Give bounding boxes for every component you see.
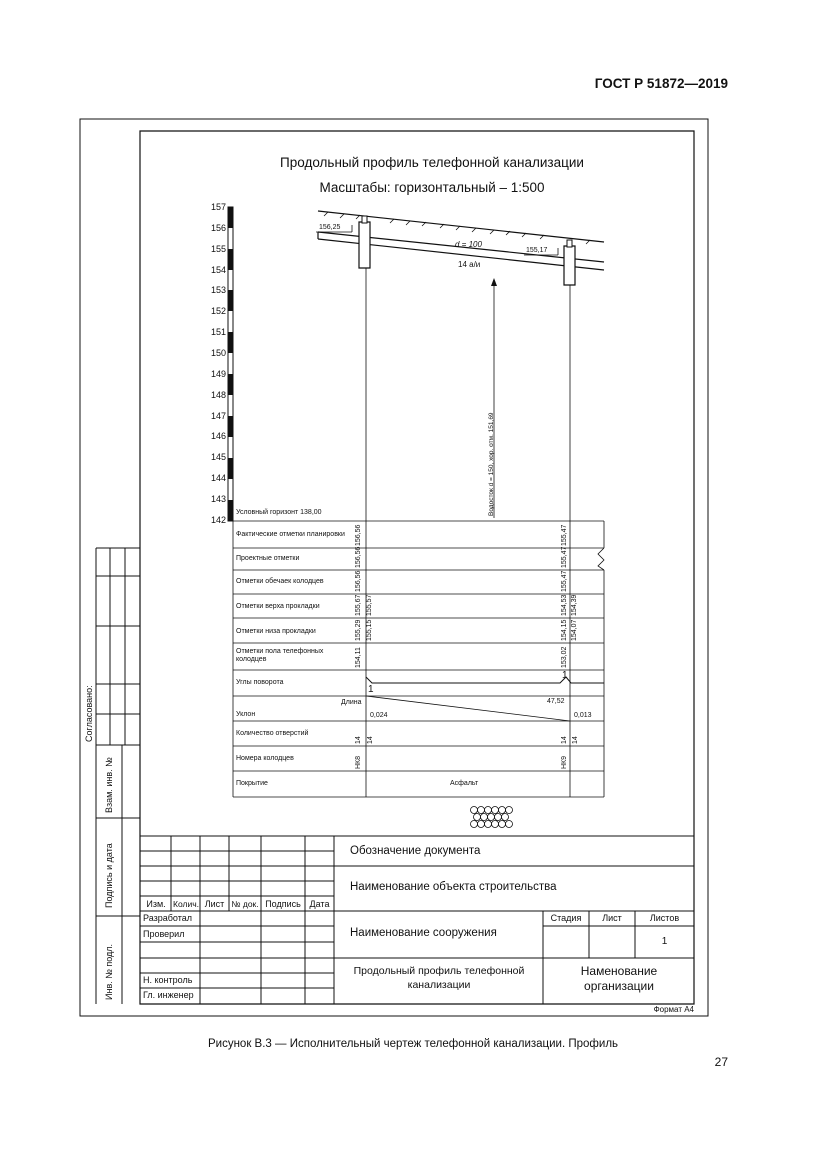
cell-value: 155,47 — [561, 570, 568, 592]
page-number: 27 — [714, 1055, 728, 1069]
cell-value: 154,15 — [561, 619, 568, 641]
cell-value: НК8 — [355, 755, 362, 769]
scale-label: 152 — [210, 306, 226, 316]
inv-orig-label: Инв. № подл. — [104, 943, 114, 1000]
cell-value: 14 — [367, 736, 374, 744]
scale-label: 150 — [210, 348, 226, 358]
cell-value: 154,11 — [355, 647, 362, 668]
agreed-label: Согласовано: — [84, 685, 94, 742]
scale-label: 154 — [210, 265, 226, 275]
cell-value: 14 — [561, 736, 568, 744]
scale-label: 153 — [210, 285, 226, 295]
tb-role: Н. контроль — [143, 975, 193, 985]
row-label: Уклон — [236, 711, 256, 718]
turn-angle-right: 1 — [562, 670, 568, 681]
tb-col-header: Лист — [204, 899, 225, 909]
sheet-label: Лист — [602, 913, 622, 923]
cell-value: 153,02 — [561, 646, 568, 668]
cell-value: 155,29 — [355, 619, 362, 641]
drawing-title: Продольный профиль телефонной канализации — [280, 155, 584, 170]
format-label: Формат А4 — [653, 1005, 694, 1014]
scale-label: 142 — [210, 515, 226, 525]
scale-label: 144 — [210, 473, 226, 483]
scale-label: 147 — [210, 411, 226, 421]
tb-col-header: Изм. — [146, 899, 166, 909]
pipe-note: 14 а/и — [458, 260, 481, 269]
row-label: Отметки низа прокладки — [236, 628, 316, 635]
scale-label: 145 — [210, 452, 226, 462]
cell-value: 155,15 — [366, 619, 373, 641]
row-label: Отметки верха прокладки — [236, 603, 320, 610]
tb-role: Разработал — [143, 913, 192, 923]
scale-label: 143 — [210, 494, 226, 504]
scale-label: 155 — [210, 244, 226, 254]
water-pipe-note: Водосток d = 150, хор. отм. 151,69 — [488, 412, 495, 516]
scale-label: 157 — [210, 202, 226, 212]
pipe-diameter: d = 100 — [455, 240, 482, 249]
cell-value: 14 — [355, 736, 362, 744]
figure-caption: Рисунок В.3 — Исполнительный чертеж телефонной канализации. Профиль — [207, 1038, 619, 1050]
cell-value: 154,07 — [571, 619, 578, 641]
cell-value: 154,53 — [561, 594, 568, 616]
tb-role: Проверил — [143, 929, 185, 939]
cell-value: 155,67 — [355, 594, 362, 616]
well2-mark: 155,17 — [526, 247, 548, 254]
row-label: Фактические отметки планировки — [236, 531, 345, 538]
turn-angle-left: 1 — [368, 684, 374, 695]
condition-horizon: Условный горизонт 138,00 — [236, 509, 322, 516]
slope-right: 0,013 — [574, 712, 592, 719]
tb-col-header: Дата — [309, 899, 330, 909]
cell-value: 156,56 — [355, 524, 362, 546]
scale-label: 146 — [210, 431, 226, 441]
row-label: Углы поворота — [236, 679, 284, 686]
scale-label: 156 — [210, 223, 226, 233]
scale-label: 151 — [210, 327, 226, 337]
length-label: Длина — [341, 699, 362, 706]
row-label: Проектные отметки — [236, 555, 300, 562]
cell-value: 155,47 — [561, 546, 568, 568]
tb-col-header: № док. — [231, 899, 259, 909]
sheets-value: 1 — [661, 936, 668, 947]
cell-value: 156,56 — [355, 570, 362, 592]
length-value: 47,52 — [547, 698, 565, 705]
well1-mark: 156,25 — [319, 224, 341, 231]
standard-header: ГОСТ Р 51872—2019 — [594, 76, 728, 91]
slope-left: 0,024 — [370, 712, 388, 719]
cell-value: 155,57 — [366, 594, 373, 616]
row-label: Отметки обечаек колодцев — [236, 578, 324, 585]
row-label: Покрытие — [236, 780, 268, 787]
row-label: Номера колодцев — [236, 755, 294, 762]
cell-value: 156,56 — [355, 546, 362, 568]
cell-value: 14 — [572, 736, 579, 744]
tb-col-header: Колич. — [173, 899, 199, 909]
sheets-label: Листов — [649, 913, 680, 923]
tb-role: Гл. инженер — [143, 990, 194, 1000]
cell-value: 154,39 — [571, 594, 578, 616]
cell-value: НК9 — [561, 755, 568, 769]
drawing-name: Продольный профиль телефонной канализации — [353, 965, 525, 991]
sign-date-label: Подпись и дата — [104, 843, 114, 908]
doc-designation: Обозначение документа — [350, 845, 481, 857]
tb-col-header: Подпись — [265, 899, 301, 909]
drawing-scale: Масштабы: горизонтальный – 1:500 — [319, 180, 545, 195]
object-name: Наименование объекта строительства — [350, 881, 557, 893]
replaced-inv-label: Взам. инв. № — [104, 757, 114, 813]
scale-label: 148 — [210, 390, 226, 400]
cell-value: 155,47 — [561, 524, 568, 546]
scale-label: 149 — [210, 369, 226, 379]
cover-value: Асфальт — [450, 780, 479, 787]
row-label: Отметки пола телефонных колодцев — [236, 648, 324, 663]
stage-label: Стадия — [550, 913, 582, 923]
structure-name: Наименование сооружения — [350, 927, 497, 939]
org-name: Наменование организации — [580, 964, 658, 993]
row-label: Количество отверстий — [236, 730, 309, 737]
